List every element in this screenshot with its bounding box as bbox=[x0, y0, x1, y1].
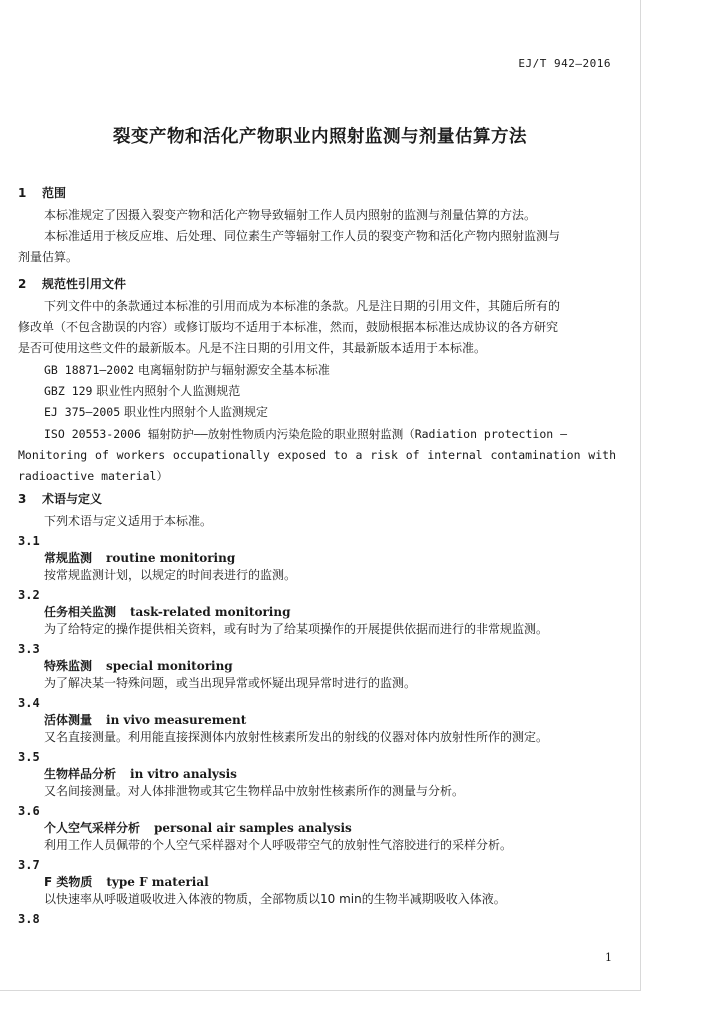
term-number: 3.8 bbox=[18, 912, 40, 926]
section-title: 规范性引用文件 bbox=[42, 277, 127, 291]
term-definition: 按常规监测计划，以规定的时间表进行的监测。 bbox=[44, 568, 297, 582]
reference-code: GBZ 129 bbox=[44, 384, 93, 398]
reference-item bbox=[44, 403, 268, 420]
term-en: type F material bbox=[106, 875, 209, 889]
paragraph-line: 本标准适用于核反应堆、后处理、同位素生产等辐射工作人员的裂变产物和活化产物内照射监测与 bbox=[44, 229, 561, 243]
term-name bbox=[44, 549, 235, 566]
term-zh: 任务相关监测 bbox=[44, 605, 117, 619]
standard-code: EJ/T 942—2016 bbox=[518, 57, 611, 70]
reference-name: 电离辐射防护与辐射源安全基本标准 bbox=[137, 363, 330, 377]
term-en: special monitoring bbox=[106, 659, 233, 673]
section-title: 范围 bbox=[42, 186, 67, 200]
term-definition: 又名直接测量。利用能直接探测体内放射性核素所发出的射线的仪器对体内放射性所作的测定。 bbox=[44, 730, 549, 744]
section-number: 3 bbox=[18, 492, 27, 506]
term-name bbox=[44, 603, 290, 620]
section-1-heading bbox=[18, 184, 66, 201]
term-number: 3.1 bbox=[18, 534, 40, 548]
term-definition: 又名间接测量。对人体排泄物或其它生物样品中放射性核素所作的测量与分析。 bbox=[44, 784, 465, 798]
iso-line: ISO 20553-2006 辐射防护——放射性物质内污染危险的职业照射监测（Radiation protection — bbox=[44, 427, 568, 441]
term-name bbox=[44, 711, 246, 728]
iso-line: radioactive material） bbox=[18, 469, 168, 483]
paragraph-line: 本标准规定了因摄入裂变产物和活化产物导致辐射工作人员内照射的监测与剂量估算的方法。 bbox=[44, 208, 537, 222]
section-2-heading bbox=[18, 275, 126, 292]
document-title: 裂变产物和活化产物职业内照射监测与剂量估算方法 bbox=[113, 127, 527, 147]
term-definition: 以快速率从呼吸道吸收进入体液的物质，全部物质以10 min的生物半减期吸收入体液。 bbox=[44, 892, 506, 906]
paragraph-line: 下列术语与定义适用于本标准。 bbox=[44, 514, 213, 528]
paragraph-line: 下列文件中的条款通过本标准的引用而成为本标准的条款。凡是注日期的引用文件，其随后所有的 bbox=[44, 299, 561, 313]
term-number: 3.4 bbox=[18, 696, 40, 710]
reference-name: 职业性内照射个人监测规范 bbox=[96, 384, 241, 398]
iso-reference bbox=[18, 424, 616, 487]
paragraph-line: 剂量估算。 bbox=[18, 250, 79, 264]
paragraph-line: 修改单（不包含勘误的内容）或修订版均不适用于本标准，然而，鼓励根据本标准达成协议的各方研究 bbox=[18, 320, 559, 334]
term-zh: 常规监测 bbox=[44, 551, 93, 565]
reference-item bbox=[44, 361, 330, 378]
term-number: 3.5 bbox=[18, 750, 40, 764]
term-name bbox=[44, 657, 233, 674]
section-2-intro bbox=[18, 296, 616, 359]
term-name bbox=[44, 873, 209, 890]
reference-code: GB 18871—2002 bbox=[44, 363, 135, 377]
reference-name: 职业性内照射个人监测规定 bbox=[124, 405, 269, 419]
term-en: personal air samples analysis bbox=[154, 821, 352, 835]
term-definition: 为了给特定的操作提供相关资料，或有时为了给某项操作的开展提供依据而进行的非常规监测。 bbox=[44, 622, 549, 636]
term-zh: 活体测量 bbox=[44, 713, 93, 727]
iso-line: Monitoring of workers occupationally exposed to a risk of internal contamination with bbox=[18, 448, 616, 462]
reference-item bbox=[44, 382, 240, 399]
term-en: in vitro analysis bbox=[130, 767, 237, 781]
term-name bbox=[44, 819, 352, 836]
term-number: 3.6 bbox=[18, 804, 40, 818]
term-en: routine monitoring bbox=[106, 551, 236, 565]
term-name bbox=[44, 765, 237, 782]
page-number: 1 bbox=[605, 951, 612, 964]
term-en: in vivo measurement bbox=[106, 713, 247, 727]
section-number: 2 bbox=[18, 277, 27, 291]
section-3-intro bbox=[18, 511, 616, 532]
paragraph-line: 是否可使用这些文件的最新版本。凡是不注日期的引用文件，其最新版本适用于本标准。 bbox=[18, 341, 487, 355]
term-zh: 特殊监测 bbox=[44, 659, 93, 673]
section-title: 术语与定义 bbox=[42, 492, 103, 506]
term-number: 3.2 bbox=[18, 588, 40, 602]
term-zh: 生物样品分析 bbox=[44, 767, 117, 781]
term-number: 3.7 bbox=[18, 858, 40, 872]
term-definition: 利用工作人员佩带的个人空气采样器对个人呼吸带空气的放射性气溶胶进行的采样分析。 bbox=[44, 838, 513, 852]
section-3-heading bbox=[18, 490, 102, 507]
term-zh: F 类物质 bbox=[44, 875, 93, 889]
term-en: task-related monitoring bbox=[130, 605, 291, 619]
reference-code: EJ 375—2005 bbox=[44, 405, 121, 419]
section-1-body bbox=[18, 205, 616, 268]
section-number: 1 bbox=[18, 186, 27, 200]
term-zh: 个人空气采样分析 bbox=[44, 821, 141, 835]
term-definition: 为了解决某一特殊问题，或当出现异常或怀疑出现异常时进行的监测。 bbox=[44, 676, 417, 690]
term-number: 3.3 bbox=[18, 642, 40, 656]
